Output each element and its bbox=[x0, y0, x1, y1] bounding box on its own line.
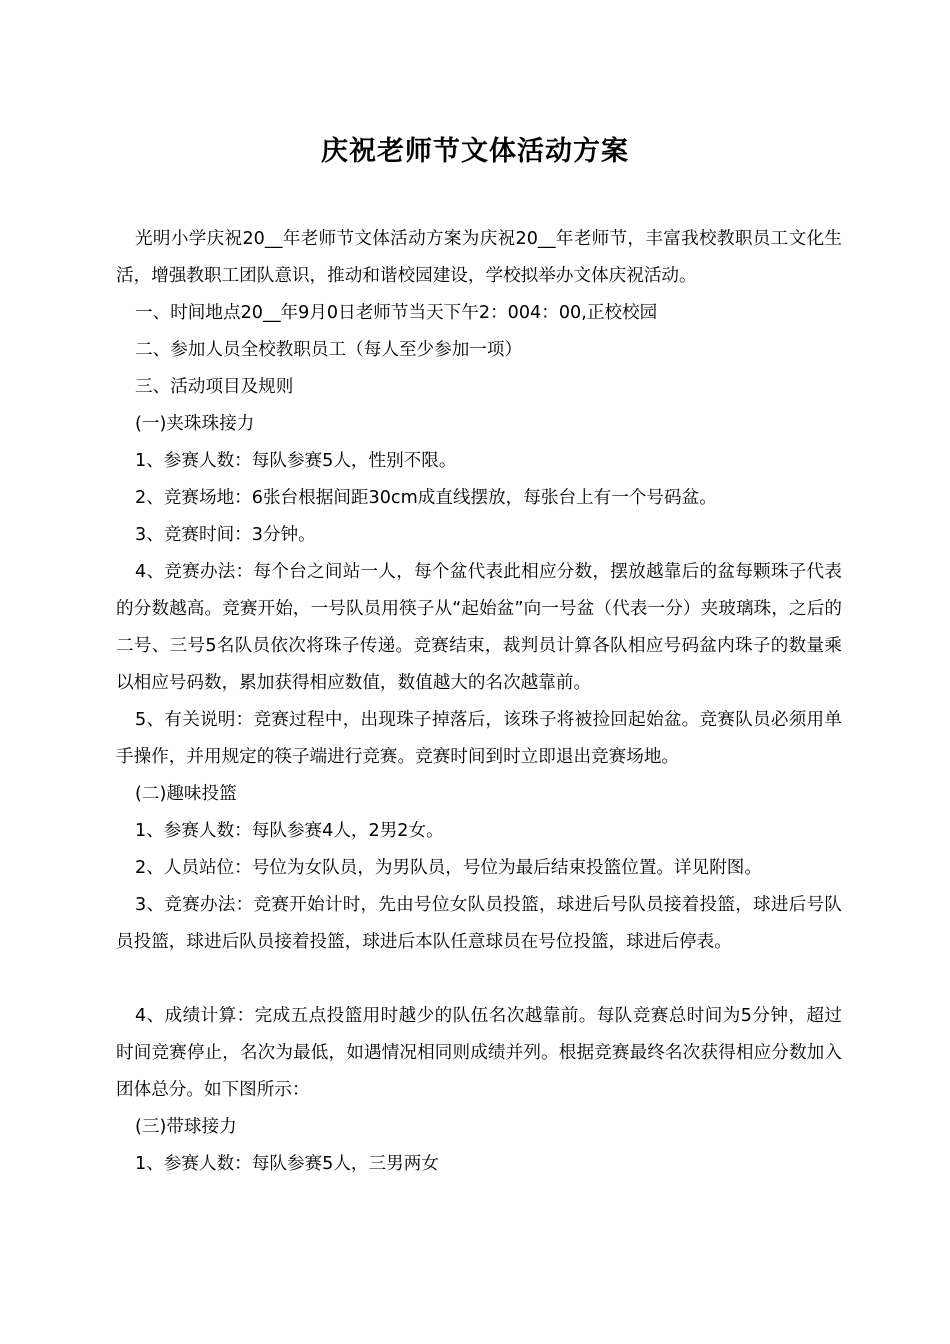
paragraph-intro: 光明小学庆祝20__年老师节文体活动方案为庆祝20__年老师节，丰富我校教职员工文化生活，增强教职工团队意识，推动和谐校园建设，学校拟举办文体庆祝活动。 bbox=[116, 229, 842, 286]
paragraph-event1-heading: (一)夹珠珠接力 bbox=[135, 414, 255, 434]
document-title: 庆祝老师节文体活动方案 bbox=[321, 136, 629, 167]
paragraph-event3-heading: (三)带球接力 bbox=[135, 1117, 237, 1137]
paragraph-spacer bbox=[116, 961, 842, 998]
paragraph-time-place: 一、时间地点20__年9月0日老师节当天下午2：004：00,正校校园 bbox=[135, 303, 658, 323]
paragraph-event3-item1: 1、参赛人数：每队参赛5人，三男两女 bbox=[135, 1154, 439, 1174]
paragraph-event2-heading: (二)趣味投篮 bbox=[135, 784, 237, 804]
paragraph-event1-item1: 1、参赛人数：每队参赛5人，性别不限。 bbox=[135, 451, 457, 471]
paragraph-event1-item3: 3、竞赛时间：3分钟。 bbox=[135, 525, 316, 545]
paragraph-rules-heading: 三、活动项目及规则 bbox=[135, 377, 294, 397]
paragraph-event2-item1: 1、参赛人数：每队参赛4人，2男2女。 bbox=[135, 821, 444, 841]
paragraph-event1-item2: 2、竞赛场地：6张台根据间距30cm成直线摆放，每张台上有一个号码盆。 bbox=[135, 488, 717, 508]
paragraph-event1-item4: 4、竞赛办法：每个台之间站一人，每个盆代表此相应分数，摆放越靠后的盆每颗珠子代表的分数越高。竞赛开始，一号队员用筷子从“起始盆”向一号盆（代表一分）夹玻璃珠，之后的二号、三号5名队员依次将珠子传递。竞赛结束，裁判员计算各队相应号码盆内珠子的数量乘以相应号码数，累加获得相应数值，数值越大的名次越靠前。 bbox=[116, 562, 842, 693]
paragraph-event2-item2: 2、人员站位：号位为女队员，为男队员，号位为最后结束投篮位置。详见附图。 bbox=[135, 858, 762, 878]
paragraph-participants: 二、参加人员全校教职员工（每人至少参加一项） bbox=[135, 340, 523, 360]
paragraph-event1-item5: 5、有关说明：竞赛过程中，出现珠子掉落后，该珠子将被捡回起始盆。竞赛队员必须用单手操作，并用规定的筷子端进行竞赛。竞赛时间到时立即退出竞赛场地。 bbox=[116, 710, 842, 767]
document-body bbox=[116, 221, 842, 1183]
paragraph-event2-item4: 4、成绩计算：完成五点投篮用时越少的队伍名次越靠前。每队竞赛总时间为5分钟，超过时间竞赛停止，名次为最低，如遇情况相同则成绩并列。根据竞赛最终名次获得相应分数加入团体总分。如下图所示： bbox=[116, 1006, 842, 1100]
paragraph-event2-item3: 3、竞赛办法：竞赛开始计时，先由号位女队员投篮，球进后号队员接着投篮，球进后号队员投篮，球进后队员接着投篮，球进后本队任意球员在号位投篮，球进后停表。 bbox=[116, 895, 842, 952]
